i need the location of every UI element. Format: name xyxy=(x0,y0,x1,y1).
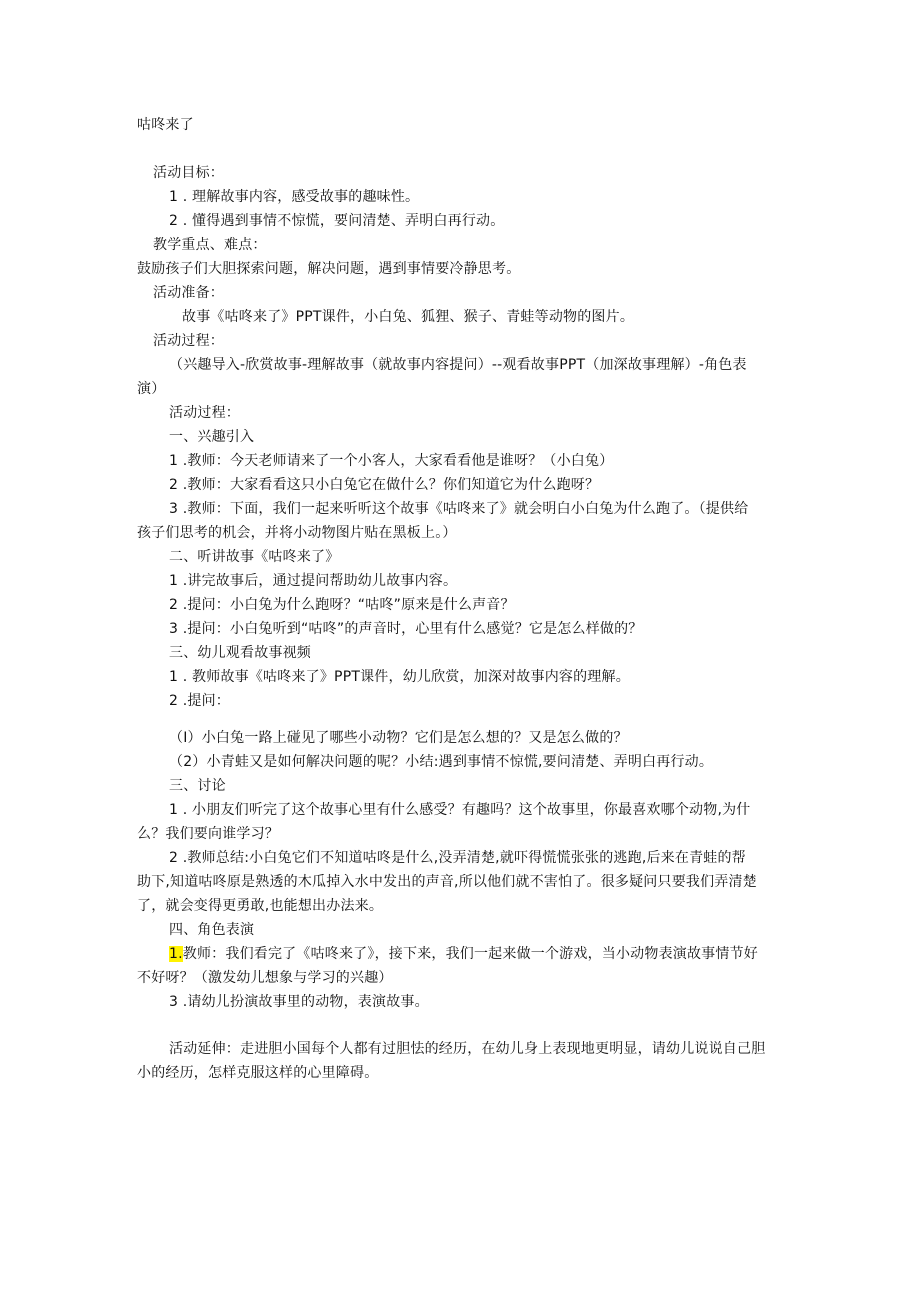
section-3-question-2: （2）小青蛙又是如何解决问题的呢？小结:遇到事情不惊慌,要问清楚、弄明白再行动。 xyxy=(169,754,714,770)
section-3-question-1: （I）小白兔一路上碰见了哪些小动物？它们是怎么想的？又是怎么做的？ xyxy=(169,730,628,746)
prep-text: 故事《咕咚来了》PPT课件，小白兔、狐狸、猴子、青蛙等动物的图片。 xyxy=(182,309,635,325)
section-4-item-2-line-1: 2 .教师总结:小白兔它们不知道咕咚是什么,没弄清楚,就吓得慌慌张张的逃跑,后来在青蛙的帮 xyxy=(169,850,746,866)
doc-title: 咕咚来了 xyxy=(137,117,194,133)
section-2-item-2: 2 .提问：小白兔为什么跑呀？“咕咚”原来是什么声音？ xyxy=(169,597,515,613)
section-4-item-2-line-2: 助下,知道咕咚原是熟透的木瓜掉入水中发出的声音,所以他们就不害怕了。很多疑问只要我们弄清楚 xyxy=(137,874,757,890)
process-heading-2: 活动过程： xyxy=(169,405,240,421)
section-1-item-3-line-2: 孩子们思考的机会，并将小动物图片贴在黑板上。） xyxy=(137,525,457,541)
highlighted-number: 1. xyxy=(169,946,183,962)
section-5-item-1-line-2: 不好呀？（激发幼儿想象与学习的兴趣） xyxy=(137,970,393,986)
section-5-item-1-text: 教师：我们看完了《咕咚来了》，接下来，我们一起来做一个游戏，当小动物表演故事情节好 xyxy=(182,946,758,962)
section-2-item-1: 1 .讲完故事后，通过提问帮助幼儿故事内容。 xyxy=(169,573,458,589)
section-4-heading: 三、讨论 xyxy=(169,778,226,794)
section-5-heading: 四、角色表演 xyxy=(169,922,255,938)
process-heading: 活动过程： xyxy=(153,333,224,349)
flow-line-1: （兴趣导入-欣赏故事-理解故事（就故事内容提问）--观看故事PPT（加深故事理解）-角色表 xyxy=(169,357,747,373)
section-3-item-1: 1 . 教师故事《咕咚来了》PPT课件，幼儿欣赏，加深对故事内容的理解。 xyxy=(169,669,630,685)
section-4-item-1-line-1: 1 . 小朋友们听完了这个故事心里有什么感受？有趣吗？这个故事里，你最喜欢哪个动物,为什 xyxy=(169,802,751,818)
section-1-item-1: 1 .教师：今天老师请来了一个小客人，大家看看他是谁呀？（小白兔） xyxy=(169,453,614,469)
section-2-heading: 二、听讲故事《咕咚来了》 xyxy=(169,549,340,565)
section-3-heading: 三、幼儿观看故事视频 xyxy=(169,645,311,661)
section-1-item-2: 2 .教师：大家看看这只小白兔它在做什么？你们知道它为什么跑呀？ xyxy=(169,477,600,493)
flow-line-2: 演） xyxy=(137,381,166,397)
goals-heading: 活动目标： xyxy=(153,165,224,181)
key-heading: 教学重点、难点： xyxy=(153,237,267,253)
section-4-item-2-line-3: 了，就会变得更勇敢,也能想出办法来。 xyxy=(137,898,384,914)
key-text: 鼓励孩子们大胆探索问题，解决问题，遇到事情要冷静思考。 xyxy=(137,261,521,277)
section-4-item-1-line-2: 么？我们要向谁学习？ xyxy=(137,826,279,842)
goal-1: 1 . 理解故事内容，感受故事的趣味性。 xyxy=(169,189,420,205)
extension-line-2: 小的经历，怎样克服这样的心里障碍。 xyxy=(137,1065,379,1081)
section-3-item-2: 2 .提问： xyxy=(169,693,231,709)
section-5-item-1-line-1 xyxy=(169,944,758,964)
goal-2: 2 . 懂得遇到事情不惊慌，要问清楚、弄明白再行动。 xyxy=(169,213,505,229)
section-1-item-3-line-1: 3 .教师：下面，我们一起来听听这个故事《咕咚来了》就会明白小白兔为什么跑了。（提供给 xyxy=(169,501,749,517)
extension-line-1: 活动延伸：走进胆小国每个人都有过胆怯的经历，在幼儿身上表现地更明显，请幼儿说说自己胆 xyxy=(169,1041,766,1057)
section-2-item-3: 3 .提问：小白兔听到“咕咚”的声音时，心里有什么感觉？它是怎么样做的？ xyxy=(169,621,643,637)
section-5-item-3: 3 .请幼儿扮演故事里的动物，表演故事。 xyxy=(169,994,429,1010)
prep-heading: 活动准备： xyxy=(153,285,224,301)
section-1-heading: 一、兴趣引入 xyxy=(169,429,255,445)
